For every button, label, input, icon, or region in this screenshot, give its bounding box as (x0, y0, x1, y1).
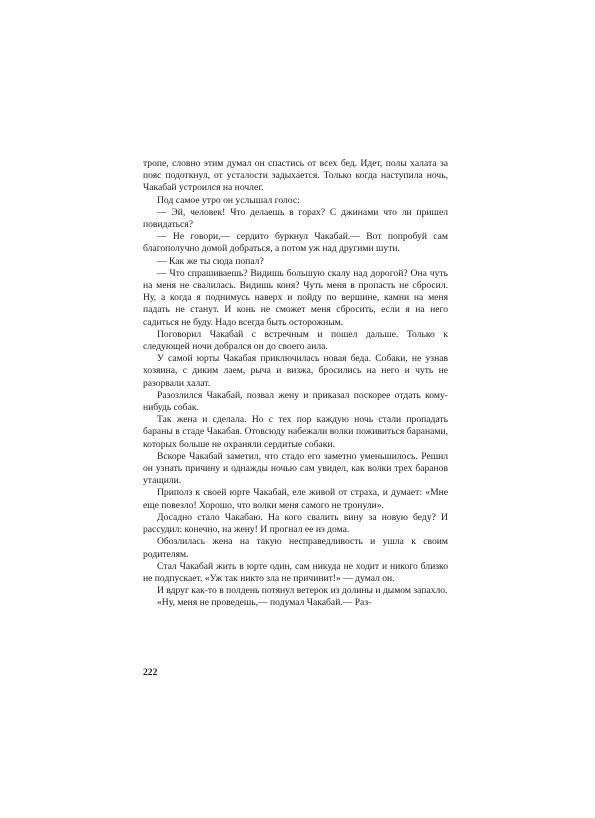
paragraph: Поговорил Чакабай с встречным и пошел дальше. Только к следующей ночи добрался он до своего аила. (143, 328, 448, 353)
paragraph: «Ну, меня не проведешь,— подумал Чакабай.— Раз- (157, 597, 372, 609)
paragraph: И вдруг как-то в полдень потянул ветерок из долины и дымом запахло. (157, 585, 448, 597)
page-number: 222 (143, 667, 158, 678)
paragraph: Разозлился Чакабай, позвал жену и приказал поскорее отдать кому-нибудь собак. (143, 389, 448, 414)
paragraph: — Как же ты сюда попал? (157, 255, 264, 267)
paragraph: Вскоре Чакабай заметил, что стадо его заметно уменьшилось. Решил он узнать причину и однажды ночью сам увидел, как волки трех баранов утащили. (143, 450, 448, 487)
paragraph: — Не говори,— сердито буркнул Чакабай.— Вот попробуй сам благополучно домой добраться, а потом уж над другими шути. (143, 231, 448, 255)
paragraph: Стал Чакабай жить в юрте один, сам никуда не ходит и никого близко не подпускает. «Уж так никто зла не причинит!» — думал он. (143, 560, 448, 584)
paragraph: Досадно стало Чакабаю. На кого свалить вину за новую беду? И рассудил: конечно, на жену! И прогнал ее из дома. (143, 511, 448, 536)
paragraph: Под самое утро он услышал голос: (157, 194, 300, 206)
paragraph: Приполз к своей юрте Чакабай, еле живой от страха, и думает: «Мне еще повезло! Хорошо, что волки меня самого не тронули». (143, 487, 448, 511)
paragraph: тропе, словно этим думал он спастись от всех бед. Идет, полы халата за пояс подоткнул, от усталости задыхается. Только когда наступила ночь, Чакабай устроился на ночлег. (143, 158, 448, 194)
paragraph: У самой юрты Чакабая приключилась новая беда. Собаки, не узнав хозяина, с диким лаем, рыча и визжа, бросились на него и чуть не разорвали халат. (143, 353, 448, 389)
page-text (143, 158, 448, 610)
paragraph: — Эй, человек! Что делаешь в горах? С джинами что ли пришел повидаться? (143, 206, 448, 231)
paragraph: — Что спрашиваешь? Видишь большую скалу над дорогой? Она чуть на меня не свалилась. Видишь коня? Чуть меня в пропасть не сбросил. Ну, а когда я поднимусь наверх и пойду по вершине, камни на меня падать не станут. И конь не сможет меня сбросить, если я на него садиться не буду. Надо всегда быть осторожным. (143, 267, 448, 328)
paragraph: Так жена и сделала. Но с тех пор каждую ночь стали пропадать бараны в стаде Чакабая. Отовсюду набежали волки поживиться баранами, которых больше не охраняли сердитые собаки. (143, 414, 448, 450)
paragraph: Обозлилась жена на такую несправедливость и ушла к своим родителям. (143, 536, 448, 560)
